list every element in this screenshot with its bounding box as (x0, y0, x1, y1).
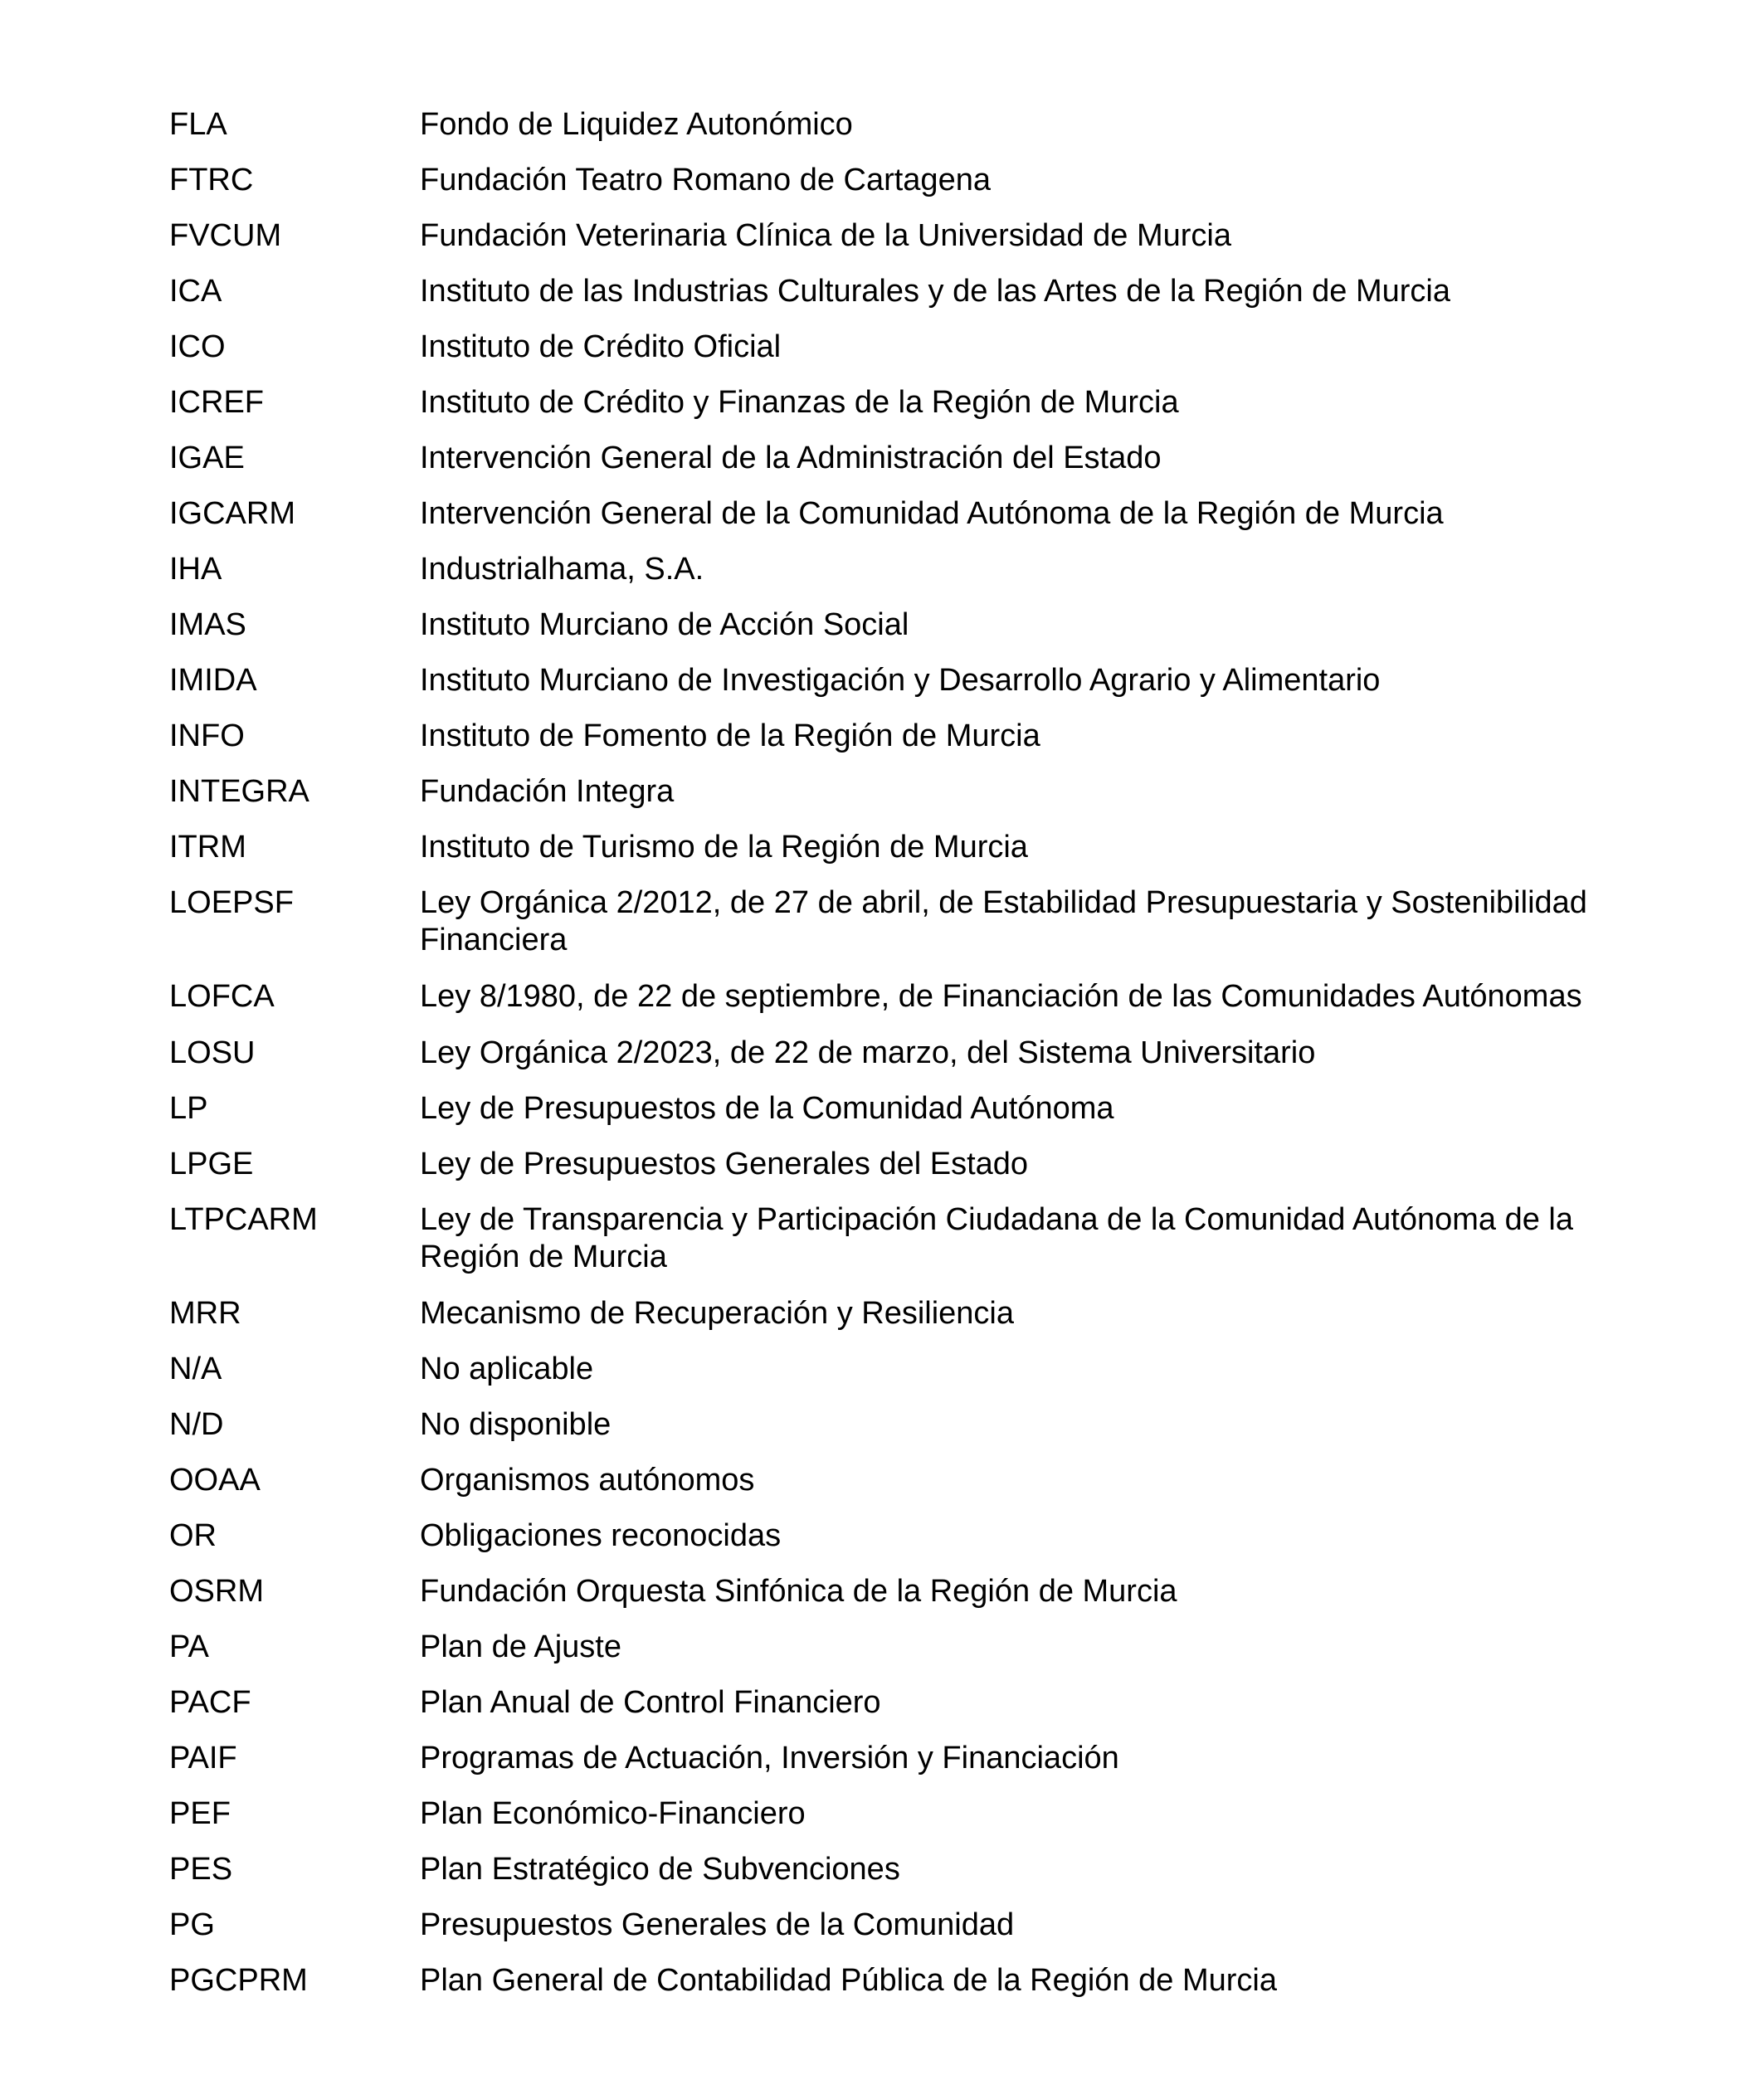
abbreviation: PG (169, 1907, 215, 1942)
abbreviation: N/D (169, 1407, 224, 1442)
definition: Fundación Veterinaria Clínica de la Universidad de Murcia (420, 218, 1231, 253)
abbreviation: FVCUM (169, 218, 282, 253)
abbreviation: PA (169, 1629, 209, 1664)
list-item (169, 440, 1613, 477)
list-item (169, 1462, 1613, 1499)
definition: Ley Orgánica 2/2023, de 22 de marzo, del Sistema Universitario (420, 1035, 1316, 1070)
definition: Presupuestos Generales de la Comunidad (420, 1907, 1015, 1942)
definition: Instituto de las Industrias Culturales y de las Artes de la Región de Murcia (420, 274, 1450, 309)
abbreviation: ICO (169, 329, 226, 364)
abbreviation: OOAA (169, 1463, 261, 1498)
list-item (169, 1351, 1613, 1388)
list-item (169, 162, 1613, 199)
abbreviation: OSRM (169, 1574, 264, 1609)
definition: Instituto de Crédito y Finanzas de la Región de Murcia (420, 385, 1179, 420)
list-item (169, 1684, 1613, 1722)
abbreviations-list (169, 106, 1613, 2018)
definition: Ley Orgánica 2/2012, de 27 de abril, de Estabilidad Presupuestaria y Sostenibilidad Financiera (420, 885, 1587, 957)
list-item (169, 384, 1613, 421)
abbreviation: N/A (169, 1352, 222, 1386)
list-item (169, 662, 1613, 699)
definition: Ley de Presupuestos Generales del Estado (420, 1147, 1029, 1181)
list-item (169, 978, 1613, 1016)
list-item (169, 1090, 1613, 1128)
list-item (169, 718, 1613, 755)
definition: Industrialhama, S.A. (420, 552, 704, 587)
abbreviation: LTPCARM (169, 1202, 318, 1237)
list-item (169, 329, 1613, 366)
abbreviation: PEF (169, 1796, 231, 1831)
abbreviation: PGCPRM (169, 1963, 308, 1998)
list-item (169, 606, 1613, 644)
list-item (169, 106, 1613, 144)
list-item (169, 1035, 1613, 1072)
abbreviation: IMAS (169, 607, 246, 642)
definition: Programas de Actuación, Inversión y Financiación (420, 1741, 1119, 1775)
list-item (169, 1629, 1613, 1666)
abbreviation: ICREF (169, 385, 264, 420)
abbreviation: OR (169, 1518, 217, 1553)
definition: Ley de Transparencia y Participación Ciudadana de la Comunidad Autónoma de la Región de Murcia (420, 1202, 1574, 1274)
list-item (169, 1907, 1613, 1944)
list-item (169, 1201, 1613, 1276)
list-item (169, 829, 1613, 866)
abbreviation: ICA (169, 274, 222, 309)
abbreviation: FLA (169, 107, 227, 142)
definition: Plan Estratégico de Subvenciones (420, 1852, 900, 1887)
list-item (169, 1851, 1613, 1888)
list-item (169, 1962, 1613, 2000)
definition: Instituto de Turismo de la Región de Murcia (420, 830, 1028, 865)
abbreviation: LP (169, 1091, 208, 1126)
list-item (169, 1740, 1613, 1777)
list-item (169, 1795, 1613, 1833)
abbreviation: IMIDA (169, 663, 257, 698)
definition: Plan General de Contabilidad Pública de la Región de Murcia (420, 1963, 1277, 1998)
abbreviation: PES (169, 1852, 233, 1887)
abbreviation: IHA (169, 552, 222, 587)
definition: Intervención General de la Comunidad Autónoma de la Región de Murcia (420, 496, 1444, 531)
abbreviation: INTEGRA (169, 774, 309, 809)
definition: Fundación Orquesta Sinfónica de la Región de Murcia (420, 1574, 1177, 1609)
list-item (169, 1406, 1613, 1444)
abbreviation: LPGE (169, 1147, 254, 1181)
definition: Ley de Presupuestos de la Comunidad Autónoma (420, 1091, 1114, 1126)
abbreviation: FTRC (169, 163, 254, 197)
abbreviation: PACF (169, 1685, 251, 1720)
list-item (169, 273, 1613, 310)
definition: Intervención General de la Administración del Estado (420, 441, 1162, 475)
abbreviation: PAIF (169, 1741, 237, 1775)
definition: Obligaciones reconocidas (420, 1518, 782, 1553)
definition: Plan de Ajuste (420, 1629, 621, 1664)
definition: Fondo de Liquidez Autonómico (420, 107, 853, 142)
definition: Instituto de Crédito Oficial (420, 329, 782, 364)
definition: Instituto Murciano de Investigación y Desarrollo Agrario y Alimentario (420, 663, 1381, 698)
definition: Fundación Teatro Romano de Cartagena (420, 163, 991, 197)
abbreviation: IGCARM (169, 496, 295, 531)
definition: No disponible (420, 1407, 612, 1442)
definition: Plan Económico-Financiero (420, 1796, 806, 1831)
list-item (169, 1573, 1613, 1610)
abbreviation: IGAE (169, 441, 245, 475)
list-item (169, 884, 1613, 959)
abbreviation: LOFCA (169, 979, 275, 1014)
definition: Instituto de Fomento de la Región de Murcia (420, 718, 1040, 753)
abbreviation: LOEPSF (169, 885, 294, 920)
list-item (169, 217, 1613, 255)
definition: Plan Anual de Control Financiero (420, 1685, 881, 1720)
list-item (169, 773, 1613, 811)
definition: Instituto Murciano de Acción Social (420, 607, 909, 642)
list-item (169, 1295, 1613, 1332)
definition: Organismos autónomos (420, 1463, 755, 1498)
definition: Mecanismo de Recuperación y Resiliencia (420, 1296, 1015, 1331)
abbreviation: ITRM (169, 830, 246, 865)
list-item (169, 1517, 1613, 1555)
definition: No aplicable (420, 1352, 594, 1386)
abbreviation: MRR (169, 1296, 241, 1331)
list-item (169, 495, 1613, 533)
abbreviation: INFO (169, 718, 245, 753)
list-item (169, 1146, 1613, 1183)
definition: Ley 8/1980, de 22 de septiembre, de Financiación de las Comunidades Autónomas (420, 979, 1582, 1014)
definition: Fundación Integra (420, 774, 675, 809)
list-item (169, 551, 1613, 588)
abbreviation: LOSU (169, 1035, 256, 1070)
